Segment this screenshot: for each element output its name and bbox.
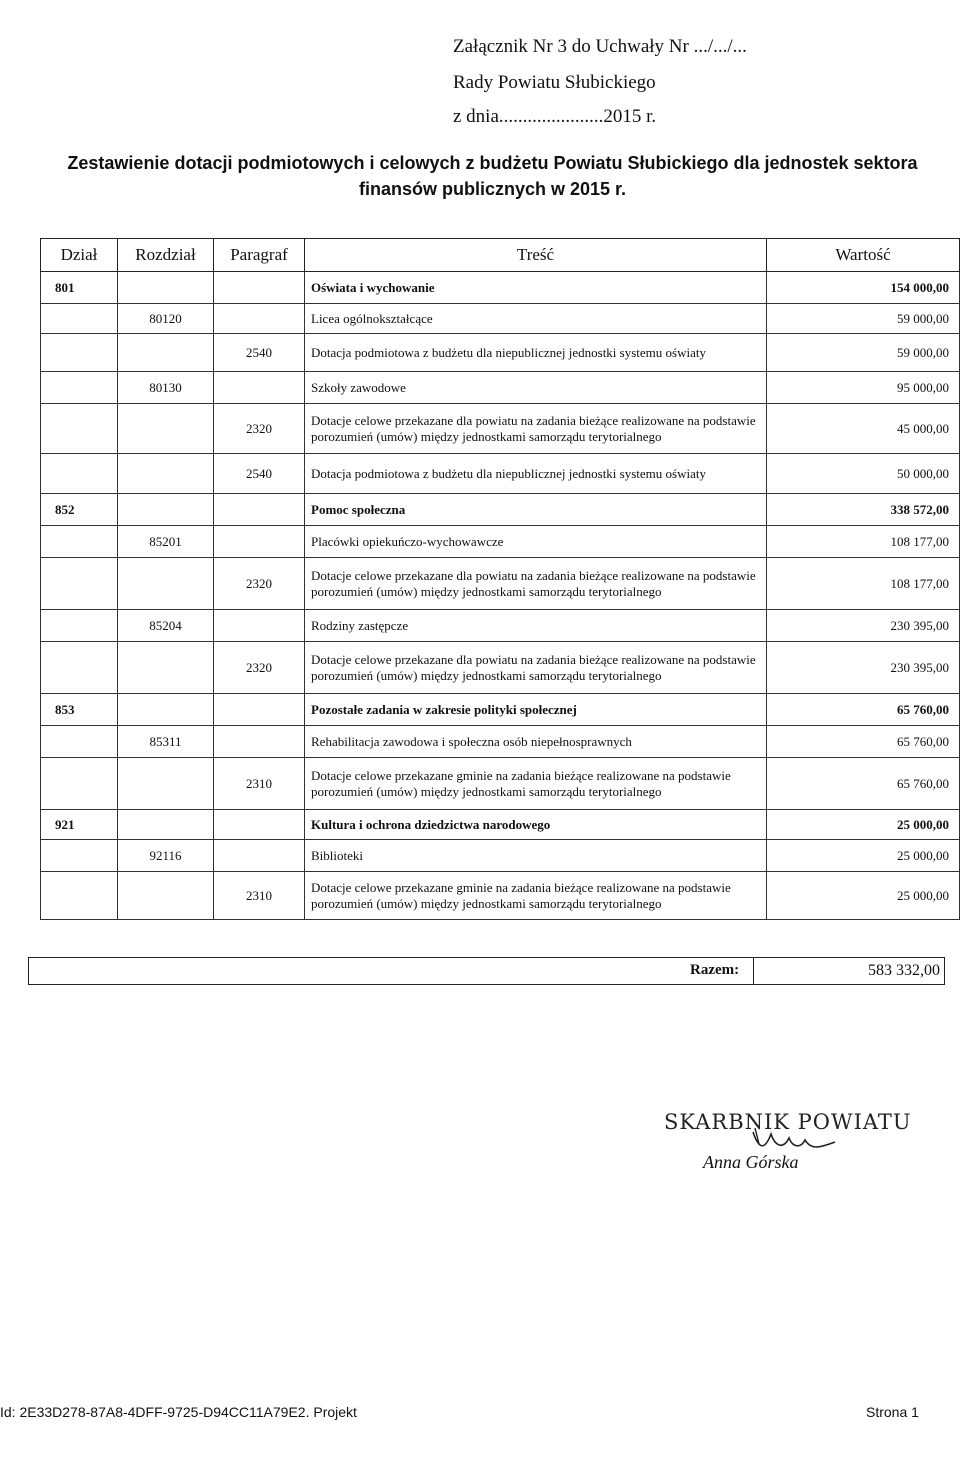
table-header-row: [41, 239, 960, 272]
cell-wartosc: 154 000,00: [767, 272, 960, 304]
header-dzial: Dział: [41, 239, 118, 272]
cell-paragraf: 2540: [214, 454, 305, 494]
cell-paragraf: 2540: [214, 334, 305, 372]
cell-rozdzial: [118, 404, 214, 454]
cell-tresc: Oświata i wychowanie: [305, 272, 767, 304]
table-row: [41, 334, 960, 372]
cell-rozdzial: [118, 694, 214, 726]
cell-tresc: Pozostałe zadania w zakresie polityki społecznej: [305, 694, 767, 726]
cell-paragraf: 2320: [214, 642, 305, 694]
cell-rozdzial: 85204: [118, 610, 214, 642]
cell-tresc: Dotacje celowe przekazane dla powiatu na zadania bieżące realizowane na podstawie porozumień (umów) między jednostkami samorządu terytorialnego: [305, 404, 767, 454]
cell-dzial: 852: [41, 494, 118, 526]
table-row: [41, 726, 960, 758]
table-row: [41, 372, 960, 404]
cell-wartosc: 59 000,00: [767, 334, 960, 372]
cell-wartosc: 230 395,00: [767, 610, 960, 642]
cell-tresc: Dotacje celowe przekazane gminie na zadania bieżące realizowane na podstawie porozumień (umów) między jednostkami samorządu terytorialnego: [305, 758, 767, 810]
cell-dzial: [41, 558, 118, 610]
cell-wartosc: 95 000,00: [767, 372, 960, 404]
cell-wartosc: 45 000,00: [767, 404, 960, 454]
cell-paragraf: [214, 304, 305, 334]
cell-dzial: [41, 872, 118, 920]
table-row: [41, 404, 960, 454]
cell-tresc: Kultura i ochrona dziedzictwa narodowego: [305, 810, 767, 840]
cell-rozdzial: 85311: [118, 726, 214, 758]
cell-paragraf: 2310: [214, 872, 305, 920]
cell-rozdzial: [118, 454, 214, 494]
total-value: 583 332,00: [868, 962, 940, 979]
cell-dzial: [41, 726, 118, 758]
cell-wartosc: 65 760,00: [767, 694, 960, 726]
table-row: [41, 840, 960, 872]
header-wartosc: Wartość: [767, 239, 960, 272]
cell-wartosc: 25 000,00: [767, 810, 960, 840]
cell-tresc: Dotacje celowe przekazane gminie na zadania bieżące realizowane na podstawie porozumień (umów) między jednostkami samorządu terytorialnego: [305, 872, 767, 920]
cell-paragraf: [214, 694, 305, 726]
cell-rozdzial: [118, 558, 214, 610]
cell-tresc: Licea ogólnokształcące: [305, 304, 767, 334]
cell-wartosc: 338 572,00: [767, 494, 960, 526]
cell-paragraf: 2320: [214, 404, 305, 454]
cell-rozdzial: [118, 872, 214, 920]
cell-wartosc: 50 000,00: [767, 454, 960, 494]
date-line: z dnia......................2015 r.: [453, 106, 657, 127]
table-row: [41, 694, 960, 726]
cell-tresc: Pomoc społeczna: [305, 494, 767, 526]
cell-rozdzial: 80120: [118, 304, 214, 334]
table-row: [41, 810, 960, 840]
cell-dzial: [41, 526, 118, 558]
cell-rozdzial: [118, 642, 214, 694]
table-row: [41, 272, 960, 304]
treasurer-stamp: SKARBNIK POWIATU: [664, 1110, 912, 1134]
cell-dzial: [41, 372, 118, 404]
cell-dzial: [41, 758, 118, 810]
table-row: [41, 642, 960, 694]
cell-tresc: Szkoły zawodowe: [305, 372, 767, 404]
table-row: [41, 610, 960, 642]
cell-dzial: [41, 334, 118, 372]
cell-rozdzial: 92116: [118, 840, 214, 872]
table-row: [41, 304, 960, 334]
table-row: [41, 872, 960, 920]
cell-wartosc: 25 000,00: [767, 840, 960, 872]
table-row: [41, 758, 960, 810]
cell-rozdzial: [118, 272, 214, 304]
cell-paragraf: [214, 494, 305, 526]
cell-tresc: Dotacje celowe przekazane dla powiatu na zadania bieżące realizowane na podstawie porozumień (umów) między jednostkami samorządu terytorialnego: [305, 558, 767, 610]
cell-dzial: [41, 304, 118, 334]
header-tresc: Treść: [305, 239, 767, 272]
cell-wartosc: 65 760,00: [767, 758, 960, 810]
cell-paragraf: [214, 526, 305, 558]
cell-paragraf: [214, 372, 305, 404]
total-label: Razem:: [690, 962, 740, 978]
cell-tresc: Dotacja podmiotowa z budżetu dla niepublicznej jednostki systemu oświaty: [305, 454, 767, 494]
cell-wartosc: 108 177,00: [767, 526, 960, 558]
cell-wartosc: 65 760,00: [767, 726, 960, 758]
cell-wartosc: 108 177,00: [767, 558, 960, 610]
header-paragraf: Paragraf: [214, 239, 305, 272]
cell-paragraf: 2310: [214, 758, 305, 810]
cell-paragraf: [214, 610, 305, 642]
subsidies-table: [40, 238, 960, 920]
cell-rozdzial: [118, 810, 214, 840]
cell-tresc: Biblioteki: [305, 840, 767, 872]
cell-dzial: 853: [41, 694, 118, 726]
cell-dzial: 801: [41, 272, 118, 304]
table-row: [41, 494, 960, 526]
cell-wartosc: 25 000,00: [767, 872, 960, 920]
cell-dzial: [41, 840, 118, 872]
cell-dzial: [41, 610, 118, 642]
council-name: Rady Powiatu Słubickiego: [453, 72, 656, 93]
cell-rozdzial: [118, 334, 214, 372]
cell-paragraf: 2320: [214, 558, 305, 610]
table-body: [41, 272, 960, 920]
cell-tresc: Rodziny zastępcze: [305, 610, 767, 642]
header-rozdzial: Rozdział: [118, 239, 214, 272]
cell-dzial: 921: [41, 810, 118, 840]
cell-paragraf: [214, 272, 305, 304]
cell-dzial: [41, 404, 118, 454]
cell-tresc: Dotacja podmiotowa z budżetu dla niepublicznej jednostki systemu oświaty: [305, 334, 767, 372]
cell-paragraf: [214, 726, 305, 758]
table-row: [41, 558, 960, 610]
cell-tresc: Rehabilitacja zawodowa i społeczna osób niepełnosprawnych: [305, 726, 767, 758]
cell-rozdzial: 80130: [118, 372, 214, 404]
cell-rozdzial: [118, 494, 214, 526]
cell-wartosc: 59 000,00: [767, 304, 960, 334]
total-separator: [753, 958, 754, 985]
annex-number: Załącznik Nr 3 do Uchwały Nr .../.../...: [453, 36, 747, 57]
cell-rozdzial: [118, 758, 214, 810]
cell-wartosc: 230 395,00: [767, 642, 960, 694]
cell-tresc: Dotacje celowe przekazane dla powiatu na zadania bieżące realizowane na podstawie porozumień (umów) między jednostkami samorządu terytorialnego: [305, 642, 767, 694]
table-row: [41, 454, 960, 494]
document-title: Zestawienie dotacji podmiotowych i celowych z budżetu Powiatu Słubickiego dla jednostek sektora finansów publicznych w 2015 r.: [67, 153, 918, 199]
page-number: Strona 1: [866, 1404, 919, 1420]
table-row: [41, 526, 960, 558]
cell-paragraf: [214, 810, 305, 840]
cell-tresc: Placówki opiekuńczo-wychowawcze: [305, 526, 767, 558]
cell-dzial: [41, 454, 118, 494]
cell-dzial: [41, 642, 118, 694]
cell-paragraf: [214, 840, 305, 872]
document-id: Id: 2E33D278-87A8-4DFF-9725-D94CC11A79E2. Projekt: [0, 1404, 357, 1420]
treasurer-name: Anna Górska: [703, 1152, 799, 1172]
cell-rozdzial: 85201: [118, 526, 214, 558]
